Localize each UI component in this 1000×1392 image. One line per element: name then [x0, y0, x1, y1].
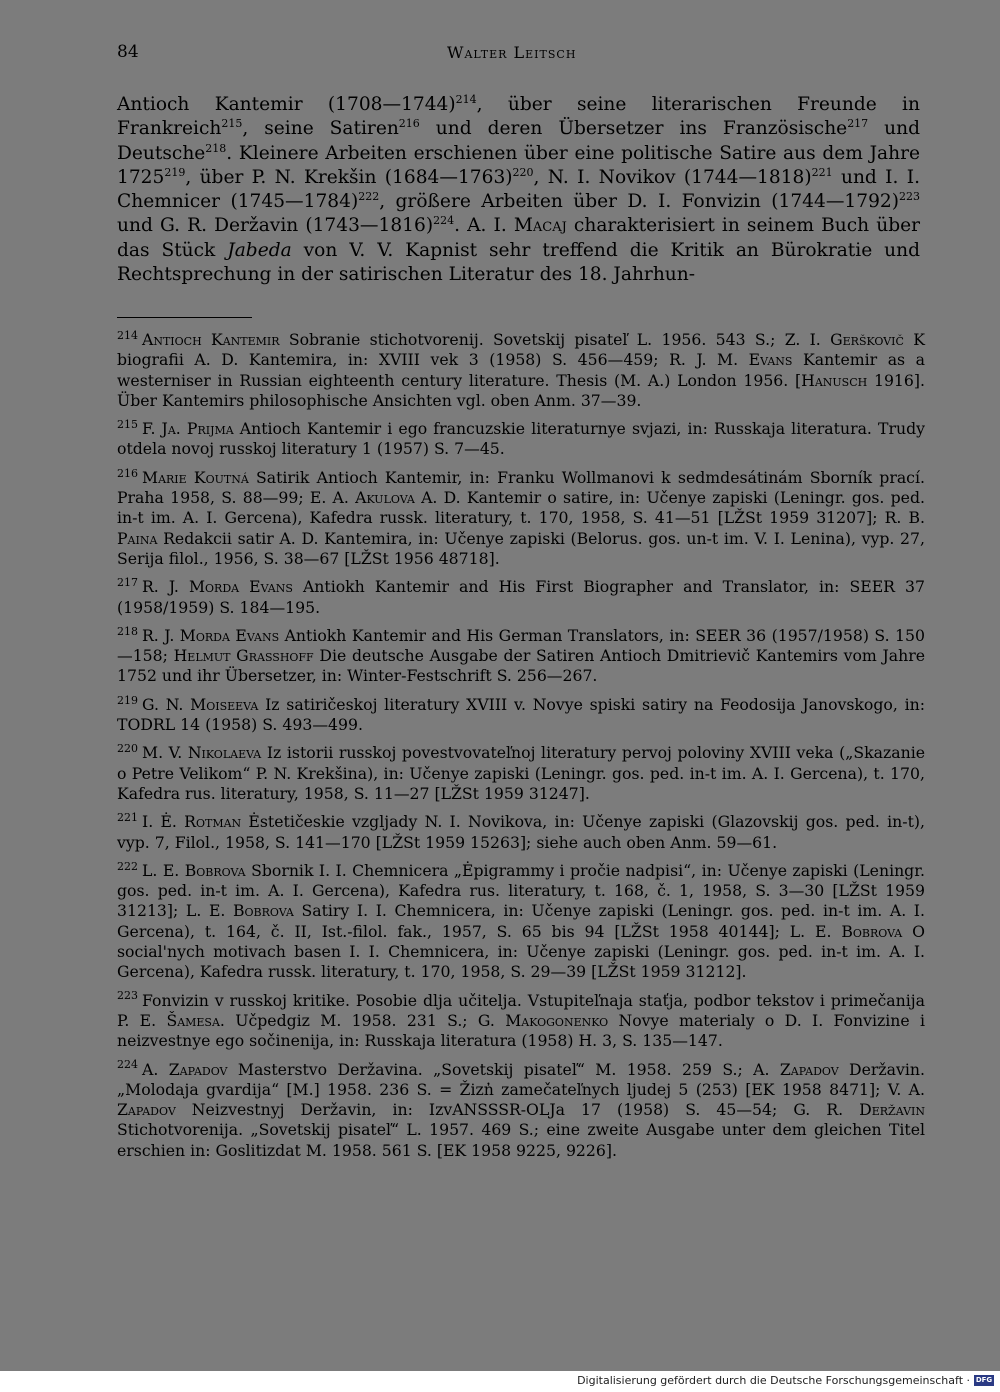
footnote: [117, 626, 925, 687]
text-run: Fonvizin v russkoj kritike. Posobie dlja učitelja. Vstupiteľnaja staťja, podbor tekstov i primečanija P. E.: [117, 990, 925, 1030]
author-name: Deržavin: [859, 1100, 925, 1120]
text-run: Deržavin. „Molodaja gvardija“ [M.] 1958. 236 S. = Žizn̓ zamečateľnych ljudej 5 (253) [EK 1958 8471]; V. A.: [117, 1059, 926, 1099]
footnote-ref: 214: [455, 92, 477, 106]
footnote-number: 216: [117, 466, 138, 480]
text-run: G. N.: [142, 694, 191, 714]
author-name: Evans: [748, 350, 793, 370]
author-name: Moiseeva: [190, 694, 259, 714]
text-run: Die deutsche Ausgabe der Satiren Antioch Dmitrievič Kantemirs vom Jahre 1752 und ihr Übersetzer, in: Winter-Festschrift S. 256—267.: [117, 646, 925, 686]
author-name: Zapadov: [117, 1100, 176, 1120]
text-run: M. V.: [142, 743, 188, 763]
text-run: und deren Übersetzer ins Französische: [419, 118, 848, 140]
footer-bar: [0, 1371, 1000, 1392]
text-run: O social'nych motivach basen I. I. Chemnicera, in: Učenye zapiski (Leningr. gos. ped. in-t im. A. I. Gercena), Kafedra russk. literatury, t. 170, 1958, S. 29—39 [LŽSt 1959 31212].: [117, 921, 925, 982]
author-name: Macaj: [513, 215, 567, 237]
footnote-number: 220: [117, 742, 138, 756]
footnote: [117, 419, 925, 460]
footnote: [117, 743, 925, 804]
footnote: [117, 695, 925, 736]
footnote-ref: 221: [811, 165, 833, 179]
dfg-logo: DFG: [975, 1376, 993, 1384]
text-run: A. D. Kantemir o satire, in: Učenye zapiski (Leningr. gos. ped. in-t im. A. I. Gercena), Kafedra russk. literatury, t. 170, 1958, S. 41—51 [LŽSt 1959 31207]; R. B.: [117, 488, 925, 528]
footnote-ref: 224: [433, 214, 455, 228]
footnote-ref: 218: [205, 141, 227, 155]
author-name: Zapadov: [168, 1059, 228, 1079]
author-name: Bobrova: [184, 860, 246, 880]
text-run: Ėstetičeskie vzgljady N. I. Novikova, in: Učenye zapiski (Glazovskij gos. ped. in-t), vyp. 7, Filol., 1958, S. 141—170 [LŽSt 1959 15263]; siehe auch oben Anm. 59—61.: [117, 812, 925, 852]
text-run: Stichotvorenija. „Sovetskij pisateľ“ L. 1957. 469 S.; eine zweite Ausgabe unter dem gleichen Titel erschien in: Goslitizdat M. 1958. 561 S. [EK 1958 9225, 9226].: [117, 1120, 925, 1160]
footnote-rule: [117, 317, 252, 318]
footnote-number: 224: [117, 1058, 138, 1072]
footnote: [117, 861, 925, 983]
text-run: von V. V. Kapnist sehr treffend die Kritik an Bürokratie und Rechtsprechung in der satirischen Literatur des 18. Jahrhun-: [117, 239, 921, 286]
page-number: 84: [117, 42, 139, 62]
text-run: I. Ė.: [142, 812, 185, 832]
footnote: [117, 991, 925, 1052]
author-name: Helmut Grasshoff: [173, 646, 314, 666]
text-run: Masterstvo Deržavina. „Sovetskij pisateľ“ M. 1958. 259 S.; A.: [227, 1059, 780, 1079]
text-run: charakterisiert in seinem Buch über das Stück: [117, 215, 920, 261]
footnote-number: 221: [117, 811, 138, 824]
text-run: . Učpedgiz M. 1958. 231 S.; G.: [219, 1010, 506, 1030]
author-name: Gerškovič: [830, 330, 904, 349]
author-name: Nikolaeva: [187, 743, 262, 763]
running-head: Walter Leitsch: [447, 43, 577, 62]
text-run: Antioch Kantemir i ego francuzskie literaturnye svjazi, in: Russkaja literatura. Trudy otdela novoj russkoj literatury 1 (1957) S. 7—45.: [117, 419, 925, 459]
body-paragraph: [117, 93, 920, 287]
text-run: , über P. N. Krekšin (1684—1763): [185, 166, 513, 188]
body-text: [117, 93, 920, 287]
footnote: [117, 330, 925, 411]
text-run: , seine Satiren: [242, 118, 399, 140]
text-run: Novye materialy o D. I. Fonvizine i neizvestnye ego sočinenija, in: Russkaja literatura (1958) H. 3, S. 135—147.: [117, 1010, 925, 1051]
footnote-number: 219: [117, 693, 138, 707]
text-run: Iz istorii russkoj povestvovateľnoj literatury pervoj poloviny XVIII veka („Skazanie o Petre Velikom“ P. N. Krekšina), in: Učenye zapiski (Leningr. gos. ped. in-t im. A. I. Gercena), t. 170, Kafedra rus. literatury, 1958, S. 11—27 [LŽSt 1959 31247].: [117, 743, 925, 803]
footnote: [117, 812, 925, 853]
footnote-ref: 216: [398, 117, 420, 131]
text-run: , über seine literarischen Freunde in Frankreich: [117, 94, 920, 140]
text-run: L. E.: [142, 860, 185, 880]
footnote-number: 217: [117, 576, 138, 590]
footnote-number: 222: [117, 859, 138, 873]
text-run: . A. I.: [454, 215, 514, 237]
footnote-number: 223: [117, 989, 138, 1003]
text-run: Satirik Antioch Kantemir, in: Franku Wollmanovi k sedmdesátinám Sborník prací. Praha 1958, S. 88—99; E. A.: [117, 467, 925, 508]
footnote-ref: 215: [221, 117, 243, 131]
text-run: Redakcii satir A. D. Kantemira, in: Učenye zapiski (Belorus. gos. un-t im. V. I. Lenina), vyp. 27, Serija filol., 1956, S. 38—67 [LŽSt 1956 48718].: [117, 528, 925, 568]
author-name: Ja. Prijma: [161, 419, 234, 439]
footnote-number: 218: [117, 624, 138, 638]
text-run: Iz satiričeskoj literatury XVIII v. Novye spiski satiry na Feodosija Janovskogo, in: TODRL 14 (1958) S. 493—499.: [117, 694, 925, 735]
text-run: Antiokh Kantemir and His First Biographer and Translator, in: SEER 37 (1958/1959) S. 184—195.: [117, 577, 925, 617]
footer-credit: Digitalisierung gefördert durch die Deutsche Forschungsgemeinschaft ·: [577, 1374, 970, 1387]
text-run: 1916]. Über Kantemirs philosophische Ansichten vgl. oben Anm. 37—39.: [117, 370, 925, 410]
author-name: Rotman: [184, 812, 242, 832]
text-run: F.: [142, 419, 162, 439]
text-run: A.: [142, 1059, 169, 1079]
author-name: Bobrova: [233, 901, 294, 921]
text-run: und G. R. Deržavin (1743—1816): [117, 215, 434, 237]
text-run: , größere Arbeiten über D. I. Fonvizin (1744—1792): [379, 191, 899, 213]
author-name: Bobrova: [841, 921, 903, 941]
author-name: Makogonenko: [505, 1010, 609, 1030]
author-name: Morda Evans: [179, 625, 280, 645]
text-run: , N. I. Novikov (1744—1818): [533, 166, 812, 188]
text-run: K biografii A. D. Kantemira, in: XVIII vek 3 (1958) S. 456—459; R. J. M.: [117, 330, 925, 370]
footnotes: [117, 330, 925, 1169]
author-name: Akulova: [355, 488, 415, 508]
text-run: und I. I. Chemnicer (1745—1784): [117, 166, 920, 213]
footnote: [117, 577, 925, 618]
text-run: . Kleinere Arbeiten erschienen über eine politische Satire aus dem Jahre 1725: [117, 142, 920, 188]
footnote-ref: 219: [164, 165, 186, 179]
footnote-ref: 220: [512, 165, 534, 179]
text-run: Satiry I. I. Chemnicera, in: Učenye zapiski (Leningr. gos. ped. in-t im. A. I. Gercena), t. 164, č. II, Ist.-filol. fak., 1957, S. 65 bis 94 [LŽSt 1958 40144]; L. E.: [117, 901, 925, 941]
work-title: Jabeda: [227, 239, 292, 261]
text-run: Kantemir as a westerniser in Russian eighteenth century literature. Thesis (M. A.) London 1956. [: [117, 350, 926, 390]
text-run: und Deutsche: [117, 118, 921, 164]
footnote-ref: 223: [899, 190, 920, 203]
author-name: Antioch Kantemir: [142, 330, 280, 349]
footnote-ref: 217: [847, 117, 869, 131]
footnote-number: 214: [117, 328, 138, 342]
author-name: Marie Koutná: [142, 467, 249, 487]
author-name: Šamesa: [166, 1010, 220, 1030]
text-run: Sobranie stichotvorenij. Sovetskij pisateľ L. 1956. 543 S.; Z. I.: [279, 330, 831, 349]
text-run: Antioch Kantemir (1708—1744): [117, 94, 456, 115]
footnote-ref: 222: [358, 190, 380, 203]
text-run: R. J.: [142, 577, 189, 597]
text-run: Antiokh Kantemir and His German Translators, in: SEER 36 (1957/1958) S. 150—158;: [117, 625, 926, 666]
author-name: Zapadov: [779, 1059, 839, 1079]
author-name: Morda Evans: [188, 577, 293, 597]
footnote: [117, 468, 925, 569]
text-run: Neizvestnyj Deržavin, in: IzvANSSSR-OLJa 17 (1958) S. 45—54; G. R.: [175, 1100, 860, 1120]
footnote-number: 215: [117, 417, 138, 431]
footnote: [117, 1060, 925, 1161]
author-name: Paina: [117, 528, 158, 548]
text-run: R. J.: [142, 625, 180, 645]
author-name: Hanusch: [801, 370, 868, 390]
text-run: Sbornik I. I. Chemnicera „Ėpigrammy i pročie nadpisi“, in: Učenye zapiski (Leningr. gos. ped. in-t im. A. I. Gercena), Kafedra rus. literatury, t. 168, č. 1, 1958, S. 3—30 [LŽSt 1959 31213]; L. E.: [117, 860, 925, 921]
